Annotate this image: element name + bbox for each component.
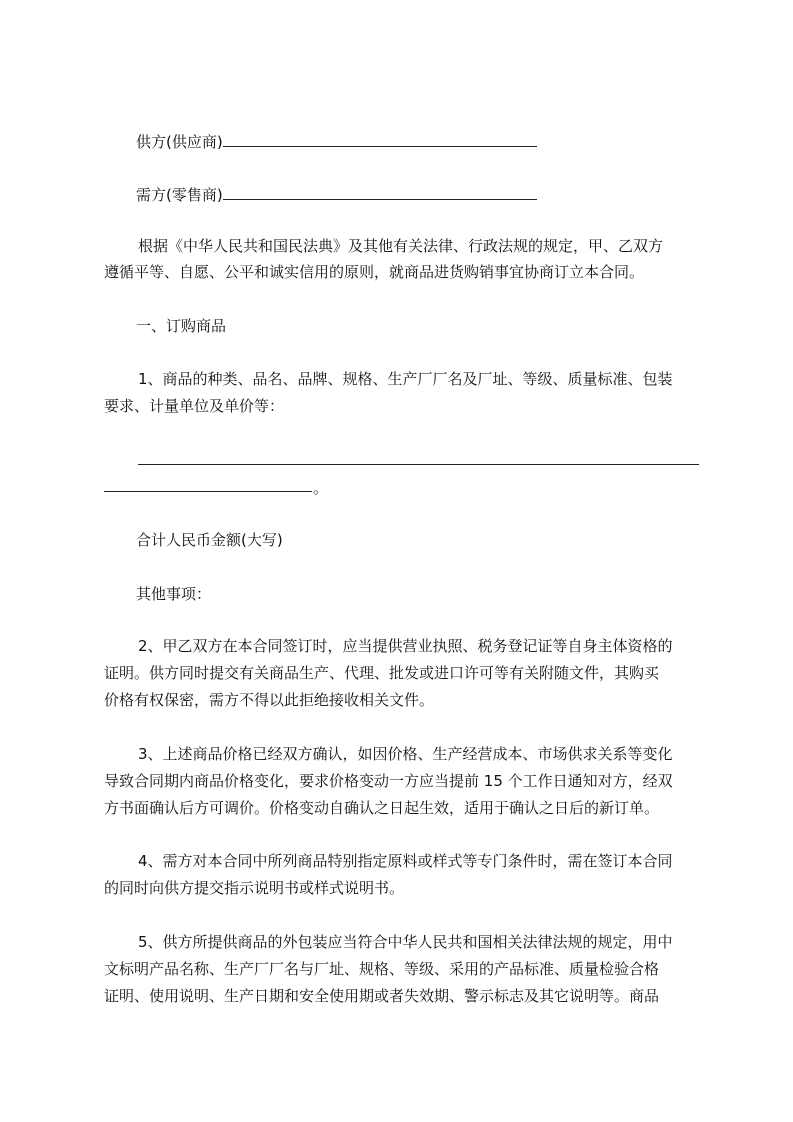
item4-line-2: 的同时向供方提交指示说明书或样式说明书。	[104, 879, 405, 897]
section1-title: 一、订购商品	[136, 317, 227, 335]
intro-line-1: 根据《中华人民共和国民法典》及其他有关法律、行政法规的规定，甲、乙双方	[138, 237, 664, 255]
intro-line-2: 遵循平等、自愿、公平和诚实信用的原则，就商品进货购销事宜协商订立本合同。	[104, 263, 645, 281]
buyer-blank[interactable]	[223, 184, 537, 200]
item2-line-2: 证明。供方同时提交有关商品生产、代理、批发或进口许可等有关附随文件，其购买	[104, 664, 660, 682]
item1-line-2: 要求、计量单位及单价等：	[104, 397, 285, 415]
item4-line-1: 4、需方对本合同中所列商品特别指定原料或样式等专门条件时，需在签订本合同	[138, 852, 673, 870]
goods-blank-line-1[interactable]	[138, 464, 699, 465]
buyer-label: 需方(零售商)	[136, 186, 223, 204]
buyer-line	[136, 184, 537, 205]
item3-line-3: 方书面确认后方可调价。价格变动自确认之日起生效，适用于确认之日后的新订单。	[104, 799, 660, 817]
item3-line-1: 3、上述商品价格已经双方确认，如因价格、生产经营成本、市场供求关系等变化	[138, 745, 673, 763]
supplier-blank[interactable]	[223, 131, 537, 147]
item5-line-2: 文标明产品名称、生产厂厂名与厂址、规格、等级、采用的产品标准、质量检验合格	[104, 960, 660, 978]
blank-end-mark: 。	[313, 479, 329, 497]
total-amount-label: 合计人民币金额(大写)	[136, 531, 283, 549]
supplier-line	[136, 131, 537, 152]
item1-line-1: 1、商品的种类、品名、品牌、规格、生产厂厂名及厂址、等级、质量标准、包装	[138, 370, 673, 388]
other-items-label: 其他事项：	[136, 585, 212, 603]
supplier-label: 供方(供应商)	[136, 133, 223, 151]
item5-line-3: 证明、使用说明、生产日期和安全使用期或者失效期、警示标志及其它说明等。商品	[104, 987, 660, 1005]
item3-line-2: 导致合同期内商品价格变化，要求价格变动一方应当提前 15 个工作日通知对方，经双	[104, 772, 673, 790]
goods-blank-line-2[interactable]	[104, 491, 312, 492]
item2-line-3: 价格有权保密，需方不得以此拒绝接收相关文件。	[104, 691, 435, 709]
item2-line-1: 2、甲乙双方在本合同签订时，应当提供营业执照、税务登记证等自身主体资格的	[138, 637, 673, 655]
item5-line-1: 5、供方所提供商品的外包装应当符合中华人民共和国相关法律法规的规定，用中	[138, 933, 673, 951]
